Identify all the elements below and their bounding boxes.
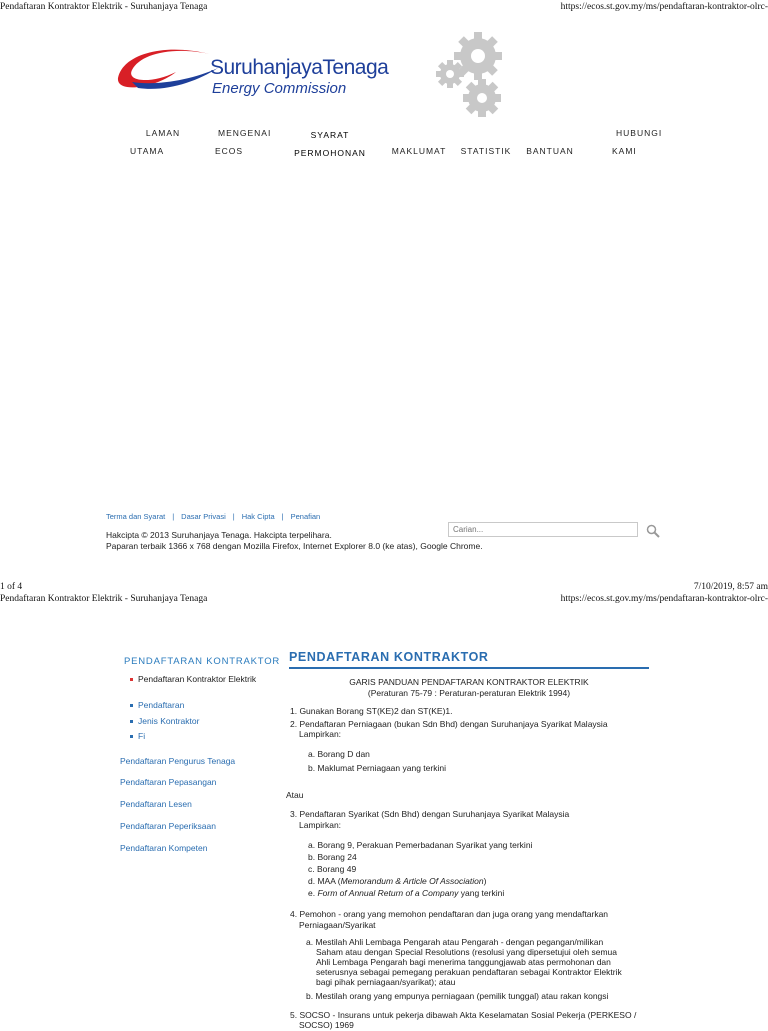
guide-subtitle: (Peraturan 75-79 : Peraturan-peraturan Elektrik 1994) <box>367 688 571 698</box>
sub-list-item: b. Mestilah orang yang empunya perniagaan (pemilik tunggal) atau rakan kongsi <box>306 991 609 1001</box>
nav-label-line1 <box>388 124 450 142</box>
page-title: PENDAFTARAN KONTRAKTOR <box>289 650 489 664</box>
nav-label-line1: LAMAN <box>145 128 181 138</box>
list-item-cont: Lampirkan: <box>299 729 342 739</box>
footer-links <box>106 512 320 521</box>
nav-label-line2: MAKLUMAT <box>391 146 447 156</box>
nav-laman-utama[interactable] <box>118 124 198 160</box>
nav-label-line1 <box>458 124 514 142</box>
sub-list-item: c. Borang 49 <box>308 864 357 874</box>
sidebar-subitem-kontraktor-elektrik[interactable] <box>130 674 270 684</box>
sub-list-item <box>308 888 504 899</box>
print-page-counter: 1 of 4 <box>0 582 23 592</box>
footer-link-hakcipta[interactable]: Hak Cipta <box>241 512 275 521</box>
footer-link-privasi[interactable]: Dasar Privasi <box>181 512 226 521</box>
list-item: 4. Pemohon - orang yang memohon pendaftaran dan juga orang yang mendaftarkan <box>290 909 609 919</box>
list-item: 5. SOCSO - Insurans untuk pekerja dibawah Akta Keselamatan Sosial Pekerja (PERKESO / <box>290 1010 637 1020</box>
text-fragment-italic: Memorandum & Article Of Association <box>340 876 484 886</box>
sub-list-item-cont: bagi pihak perniagaan/syarikat); atau <box>316 977 456 987</box>
separator: | <box>232 512 235 521</box>
separator: | <box>172 512 175 521</box>
sidebar-subitem-label: Pendaftaran Kontraktor Elektrik <box>138 674 257 684</box>
sub-list-item: b. Borang 24 <box>308 852 357 862</box>
footer-link-terma[interactable]: Terma dan Syarat <box>106 512 166 521</box>
nav-label-line2: BANTUAN <box>526 146 574 156</box>
atau-label: Atau <box>286 790 304 800</box>
nav-label-line1 <box>522 124 578 142</box>
swoosh-logo-icon <box>112 42 224 92</box>
sub-list-item <box>308 876 486 887</box>
nav-label-line1: SYARAT <box>310 130 350 140</box>
list-item: 1. Gunakan Borang ST(KE)2 dan ST(KE)1. <box>290 706 453 716</box>
text-fragment: e. <box>308 888 318 898</box>
text-fragment-italic: Form of Annual Return of a Company <box>317 888 459 898</box>
sub-list-item: a. Borang 9, Perakuan Pemerbadanan Syarikat yang terkini <box>308 840 533 850</box>
nav-label-line2: UTAMA <box>130 146 165 156</box>
print-page-url: https://ecos.st.gov.my/ms/pendaftaran-kontraktor-olrc- <box>560 594 768 604</box>
sidebar-subitem-label: Jenis Kontraktor <box>138 716 200 726</box>
sidebar-subitem-label: Fi <box>138 731 146 741</box>
separator: | <box>281 512 284 521</box>
list-item: 3. Pendaftaran Syarikat (Sdn Bhd) dengan Suruhanjaya Syarikat Malaysia <box>290 809 570 819</box>
nav-mengenai-ecos[interactable] <box>204 124 280 160</box>
sidebar-subitem-fi[interactable] <box>130 731 145 741</box>
nav-bantuan[interactable] <box>522 124 578 160</box>
nav-label-line1: HUBUNGI <box>616 128 663 138</box>
nav-syarat-permohonan[interactable] <box>292 124 368 162</box>
nav-label-line2: ECOS <box>215 146 244 156</box>
list-item-cont: Lampirkan: <box>299 820 342 830</box>
print-datetime: 7/10/2019, 8:57 am <box>693 582 768 592</box>
sidebar-subitem-label: Pendaftaran <box>138 700 185 710</box>
print-page-url: https://ecos.st.gov.my/ms/pendaftaran-kontraktor-olrc- <box>560 2 768 12</box>
sub-list-item-cont: Saham atau dengan Special Resolutions (resolusi yang dipersetujui oleh semua <box>316 947 617 957</box>
search-input[interactable] <box>448 522 638 537</box>
sidebar-link-peperiksaan[interactable]: Pendaftaran Peperiksaan <box>120 821 216 831</box>
print-page-title: Pendaftaran Kontraktor Elektrik - Suruhanjaya Tenaga <box>0 2 208 12</box>
sidebar-title[interactable]: PENDAFTARAN KONTRAKTOR <box>124 656 281 667</box>
print-page-title: Pendaftaran Kontraktor Elektrik - Suruhanjaya Tenaga <box>0 594 208 604</box>
nav-hubungi-kami[interactable] <box>604 124 674 160</box>
sidebar-link-pepasangan[interactable]: Pendaftaran Pepasangan <box>120 777 217 787</box>
text-fragment: ) <box>483 876 487 886</box>
nav-label-line2: STATISTIK <box>460 146 512 156</box>
logo-subtitle: Energy Commission <box>212 80 347 97</box>
nav-label-line2: PERMOHONAN <box>294 148 366 158</box>
logo-title: SuruhanjayaTenaga <box>210 56 389 79</box>
sidebar-subitem-pendaftaran[interactable] <box>130 700 184 710</box>
sidebar-link-kompeten[interactable]: Pendaftaran Kompeten <box>120 843 208 853</box>
sub-list-item: b. Maklumat Perniagaan yang terkini <box>308 763 446 773</box>
sub-list-item-cont: seterusnya sebagai pemegang perakuan pendaftaran sebagai Kontraktor Elektrik <box>316 967 622 977</box>
text-fragment: yang terkini <box>458 888 505 898</box>
list-item: 2. Pendaftaran Perniagaan (bukan Sdn Bhd) dengan Suruhanjaya Syarikat Malaysia <box>290 719 608 729</box>
list-item-cont: SOCSO) 1969 <box>299 1020 354 1030</box>
gears-icon <box>434 30 518 122</box>
sub-list-item: a. Mestilah Ahli Lembaga Pengarah atau Pengarah - dengan pegangan/milikan <box>306 937 604 947</box>
guide-title: GARIS PANDUAN PENDAFTARAN KONTRAKTOR ELEKTRIK <box>349 677 589 687</box>
footer-link-penafian[interactable]: Penafian <box>290 512 321 521</box>
bullet-icon <box>130 678 133 681</box>
bullet-icon <box>130 704 133 707</box>
energy-commission-logo[interactable] <box>112 40 402 104</box>
magnifier-icon[interactable] <box>646 524 660 538</box>
sidebar-subitem-jenis-kontraktor[interactable] <box>130 716 199 726</box>
nav-label-line2: KAMI <box>612 146 637 156</box>
footer-copyright: Hakcipta © 2013 Suruhanjaya Tenaga. Hakcipta terpelihara. <box>106 530 332 540</box>
footer-best-view: Paparan terbaik 1366 x 768 dengan Mozilla Firefox, Internet Explorer 8.0 (ke atas), Google Chrome. <box>106 541 483 551</box>
sidebar-link-pengurus-tenaga[interactable]: Pendaftaran Pengurus Tenaga <box>120 756 236 766</box>
sidebar-link-lesen[interactable]: Pendaftaran Lesen <box>120 799 192 809</box>
list-item-cont: Perniagaan/Syarikat <box>299 920 376 930</box>
text-fragment: d. MAA ( <box>308 876 341 886</box>
bullet-icon <box>130 720 133 723</box>
title-underline <box>289 667 649 669</box>
bullet-icon <box>130 735 133 738</box>
sub-list-item-cont: Ahli Lembaga Pengarah bagi menerima tanggungjawab atas permohonan dan <box>316 957 611 967</box>
nav-label-line1: MENGENAI <box>218 128 272 138</box>
nav-maklumat[interactable] <box>388 124 450 160</box>
sub-list-item: a. Borang D dan <box>308 749 370 759</box>
nav-statistik[interactable] <box>458 124 514 160</box>
